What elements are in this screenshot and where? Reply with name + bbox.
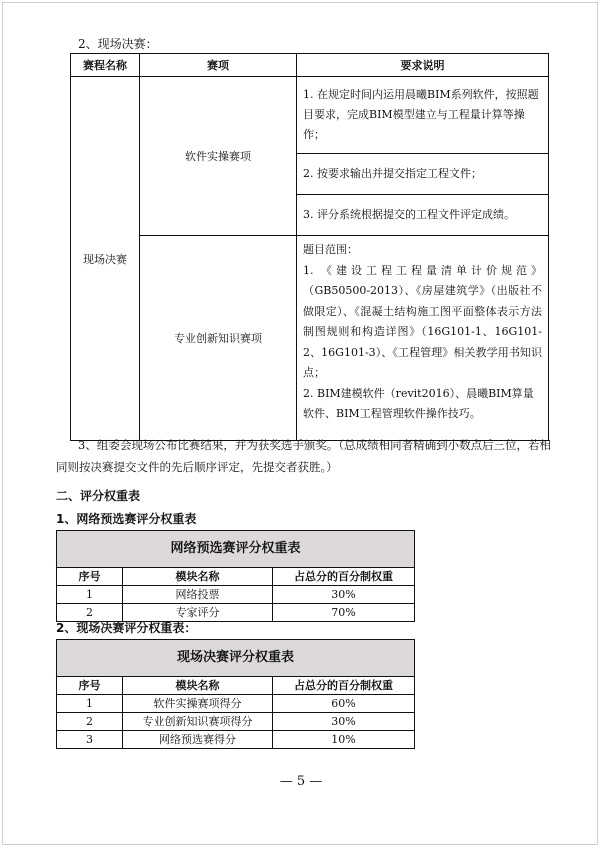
onsite-row1-module: 软件实操赛项得分 bbox=[123, 695, 273, 713]
announcement-paragraph: 3、组委会现场公布比赛结果，并为获奖选手颁奖。（总成绩相同者精确到小数点后三位，若相同则按决赛提交文件的先后顺序评定，先提交者获胜。） bbox=[56, 438, 552, 474]
scope-line-1: 1. 《建设工程工程量清单计价规范》（GB50500-2013）、《房屋建筑学》（出版社不做限定）、《混凝土结构施工图平面整体表示方法制图规则和构造详图》（16G101-1、16G101-2、16G101-3）、《工程管理》相关教学用书知识点； bbox=[303, 263, 542, 379]
onsite-row2-weight: 30% bbox=[273, 713, 415, 731]
online-header-module: 模块名称 bbox=[123, 568, 273, 586]
header-requirements: 要求说明 bbox=[297, 54, 549, 77]
onsite-row3-no: 3 bbox=[57, 731, 123, 749]
scope-title: 题目范围： bbox=[303, 243, 358, 256]
event-software: 软件实操赛项 bbox=[140, 77, 297, 236]
page-number: — 5 — bbox=[279, 774, 323, 789]
requirement-2: 2. 按要求输出并提交指定工程文件； bbox=[297, 154, 549, 195]
online-row2-module: 专家评分 bbox=[123, 604, 273, 622]
sub-onsite-heading: 2、现场决赛评分权重表： bbox=[56, 621, 197, 635]
section-weight-heading: 二、评分权重表 bbox=[56, 489, 141, 503]
online-row2-weight: 70% bbox=[273, 604, 415, 622]
scope-line-2: 2. BIM建模软件（revit2016）、晨曦BIM算量软件、BIM工程管理软件操作技巧。 bbox=[303, 386, 534, 420]
section-final-heading: 2、现场决赛： bbox=[78, 37, 158, 51]
onsite-row2-no: 2 bbox=[57, 713, 123, 731]
table-row bbox=[57, 604, 415, 622]
requirement-3: 3. 评分系统根据提交的工程文件评定成绩。 bbox=[297, 195, 549, 236]
online-row2-no: 2 bbox=[57, 604, 123, 622]
onsite-row1-no: 1 bbox=[57, 695, 123, 713]
online-header-weight: 占总分的百分制权重 bbox=[273, 568, 415, 586]
table-row bbox=[57, 731, 415, 749]
onsite-row3-weight: 10% bbox=[273, 731, 415, 749]
online-row1-no: 1 bbox=[57, 586, 123, 604]
online-table-caption: 网络预选赛评分权重表 bbox=[57, 531, 415, 568]
table-row bbox=[57, 586, 415, 604]
online-row1-weight: 30% bbox=[273, 586, 415, 604]
table-row bbox=[57, 713, 415, 731]
final-table-header-row bbox=[71, 54, 549, 77]
event-knowledge: 专业创新知识赛项 bbox=[140, 236, 297, 441]
online-row1-module: 网络投票 bbox=[123, 586, 273, 604]
requirement-1: 1. 在规定时间内运用晨曦BIM系列软件，按照题目要求，完成BIM模型建立与工程量计算等操作； bbox=[297, 77, 549, 154]
online-header-no: 序号 bbox=[57, 568, 123, 586]
onsite-row3-module: 网络预选赛得分 bbox=[123, 731, 273, 749]
header-stage: 赛程名称 bbox=[71, 54, 140, 77]
onsite-weight-table bbox=[56, 639, 415, 749]
onsite-row1-weight: 60% bbox=[273, 695, 415, 713]
knowledge-scope-cell bbox=[297, 236, 549, 441]
onsite-header-module: 模块名称 bbox=[123, 677, 273, 695]
header-event: 赛项 bbox=[140, 54, 297, 77]
sub-online-heading: 1、网络预选赛评分权重表 bbox=[56, 512, 197, 526]
stage-cell: 现场决赛 bbox=[71, 77, 140, 441]
onsite-header-no: 序号 bbox=[57, 677, 123, 695]
table-row bbox=[57, 695, 415, 713]
onsite-table-caption: 现场决赛评分权重表 bbox=[57, 640, 415, 677]
final-stage-table bbox=[70, 53, 549, 441]
onsite-header-weight: 占总分的百分制权重 bbox=[273, 677, 415, 695]
online-weight-table bbox=[56, 530, 415, 622]
onsite-row2-module: 专业创新知识赛项得分 bbox=[123, 713, 273, 731]
